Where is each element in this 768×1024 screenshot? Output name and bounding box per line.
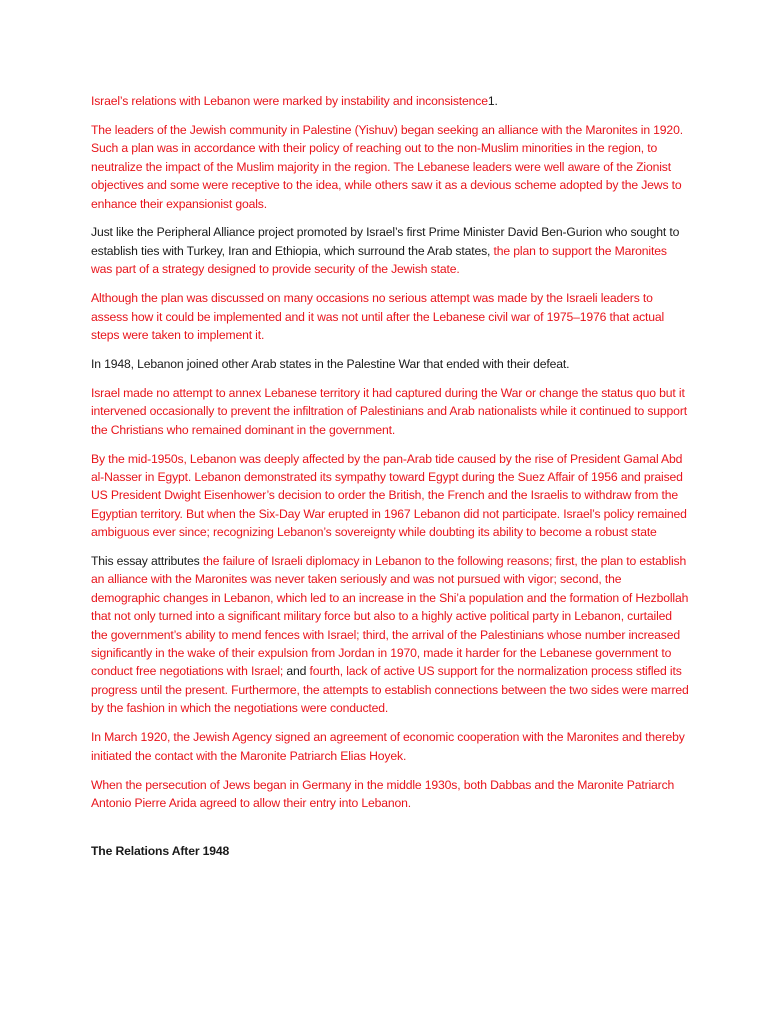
paragraph-3: [91, 223, 691, 278]
paragraph-7: [91, 450, 691, 542]
paragraph-8-run-3: and: [286, 664, 310, 679]
document-body: [91, 92, 691, 871]
paragraph-9: [91, 728, 691, 765]
paragraph-6-run-1: Israel made no attempt to annex Lebanese territory it had captured during the War or change the status quo but it intervened occasionally to prevent the infiltration of Palestinians and Arab nationalists while it continued to support the Christians who remained dominant in the government.: [91, 385, 687, 437]
paragraph-6: [91, 384, 691, 439]
paragraph-7-run-1: By the mid-1950s, Lebanon was deeply affected by the pan-Arab tide caused by the rise of President Gamal Abd al-Nasser in Egypt. Lebanon demonstrated its sympathy toward Egypt during the Suez Affair of 1956 and praised US President Dwight Eisenhower’s decision to order the British, the French and the Israelis to withdraw from the Egyptian territory. But when the Six-Day War erupted in 1967 Lebanon did not participate. Israel’s policy remained ambiguous ever since; recognizing Lebanon’s sovereignty while doubting its ability to become a robust state: [91, 451, 687, 540]
section-heading-text: The Relations After 1948: [91, 844, 230, 859]
paragraph-8-run-2: the failure of Israeli diplomacy in Lebanon to the following reasons; first, the plan to establish an alliance with the Maronites was never taken seriously and was not pursued with vigor; second, the demographic changes in Lebanon, which led to an increase in the Shi’a population and the formation of Hezbollah that not only turned into a significant military force but also to a highly active political party in Lebanon, curtailed the government’s ability to mend fences with Israel; third, the arrival of the Palestinians whose number increased significantly in the wake of their expulsion from Jordan in 1970, made it harder for the Lebanese government to conduct free negotiations with Israel;: [91, 554, 689, 679]
paragraph-3-run-2: the plan to support the Maronites was part of a strategy designed to provide security of the Jewish state.: [91, 243, 667, 277]
paragraph-3-run-1: Just like the Peripheral Alliance project promoted by Israel’s first Prime Minister David Ben-Gurion who sought to establish ties with Turkey, Iran and Ethiopia, which surround the Arab states,: [91, 225, 680, 258]
paragraph-8: [91, 552, 691, 718]
paragraph-4: [91, 289, 691, 344]
paragraph-1-run-1: Israel’s relations with Lebanon were marked by instability and inconsistence: [91, 94, 488, 108]
paragraph-4-run-1: Although the plan was discussed on many occasions no serious attempt was made by the Israeli leaders to assess how it could be implemented and it was not until after the Lebanese civil war of 1975–1976 that actual steps were taken to implement it.: [91, 291, 665, 342]
section-heading: [91, 842, 691, 860]
paragraph-9-run-1: In March 1920, the Jewish Agency signed an agreement of economic cooperation with the Maronites and thereby initiated the contact with the Maronite Patriarch Elias Hoyek.: [91, 730, 685, 763]
paragraph-5: [91, 355, 691, 373]
paragraph-5-run-1: In 1948, Lebanon joined other Arab states in the Palestine War that ended with their defeat.: [91, 356, 570, 371]
paragraph-1-run-2: 1.: [487, 94, 498, 108]
paragraph-2-run-1: The leaders of the Jewish community in Palestine (Yishuv) began seeking an alliance with the Maronites in 1920. Such a plan was in accordance with their policy of reaching out to the non-Muslim minorities in the region, to neutralize the impact of the Muslim majority in the region. The Lebanese leaders were well aware of the Zionist objectives and some were receptive to the idea, while others saw it as a devious scheme adopted by the Jews to enhance their expansionist goals.: [91, 122, 683, 211]
paragraph-2: [91, 121, 691, 213]
paragraph-8-run-4: fourth, lack of active US support for the normalization process stifled its progress until the present. Furthermore, the attempts to establish connections between the two sides were marred by the fashion in which the negotiations were conducted.: [91, 664, 689, 716]
paragraph-10: [91, 776, 691, 813]
paragraph-10-run-1: When the persecution of Jews began in Germany in the middle 1930s, both Dabbas and the Maronite Patriarch Antonio Pierre Arida agreed to allow their entry into Lebanon.: [91, 777, 675, 810]
paragraph-1: [91, 92, 691, 110]
paragraph-8-run-1: This essay attributes: [91, 554, 203, 569]
